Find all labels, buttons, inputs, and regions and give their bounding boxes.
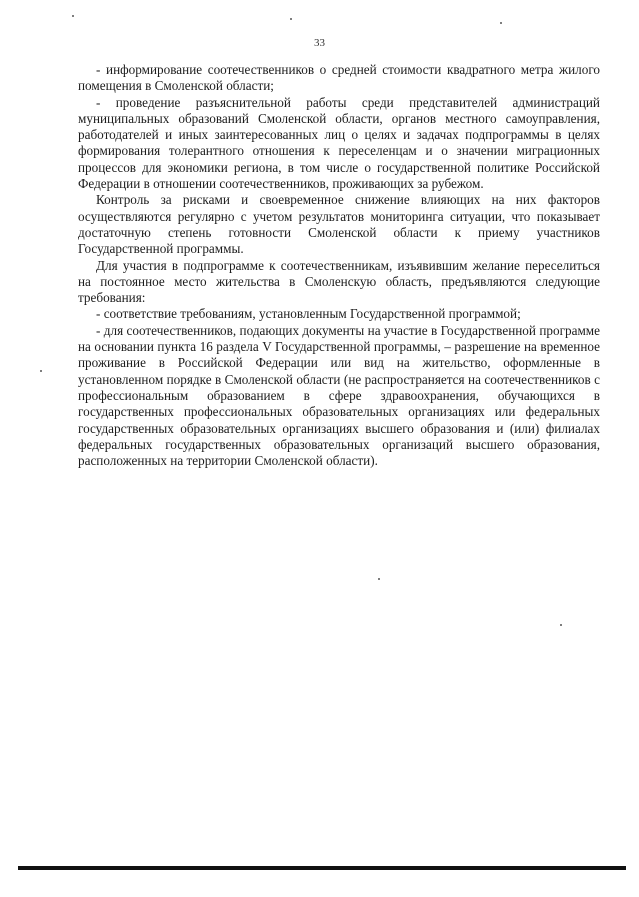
page-number: 33 [314,37,325,49]
paragraph-1: - информирование соотечественников о средней стоимости квадратного метра жилого помещения в Смоленской области; [78,62,600,94]
scan-speck [560,624,562,626]
scan-speck [72,15,74,17]
document-body [78,62,600,469]
paragraph-4: Для участия в подпрограмме к соотечественникам, изъявившим желание переселиться на постоянное место жительства в Смоленскую область, предъявляются следующие требования: [78,257,600,306]
paragraph-3: Контроль за рисками и своевременное снижение влияющих на них факторов осуществляются регулярно с учетом результатов мониторинга ситуации, что показывает достаточную степень готовности Смоленской области к приему участников Государственной программы. [78,192,600,257]
scan-speck [378,578,380,580]
paragraph-6: - для соотечественников, подающих документы на участие в Государственной программе на основании пункта 16 раздела V Государственной программы, – разрешение на временное проживание в Российской Федерации или вид на жительство, оформленные в установленном порядке в Смоленской области (не распространяется на соотечественников с профессиональным образованием в сфере здравоохранения, обучающихся в государственных профессиональных образовательных организациях или федеральных государственных образовательных организациях высшего образования и (или) филиалах федеральных государственных образовательных организаций высшего образования, расположенных на территории Смоленской области). [78,322,600,469]
scan-speck [290,18,292,20]
scan-speck [500,22,502,24]
paragraph-5: - соответствие требованиям, установленным Государственной программой; [96,306,521,322]
scan-speck [40,370,42,372]
paragraph-2: - проведение разъяснительной работы среди представителей администраций муниципальных образований Смоленской области, органов местного самоуправления, работодателей и иных заинтересованных лиц о целях и задачах подпрограммы в целях формирования толерантного отношения к переселенцам и о значении миграционных процессов для экономики региона, в том числе о государственной политике Российской Федерации в отношении соотечественников, проживающих за рубежом. [78,94,600,192]
bottom-rule [18,866,626,870]
